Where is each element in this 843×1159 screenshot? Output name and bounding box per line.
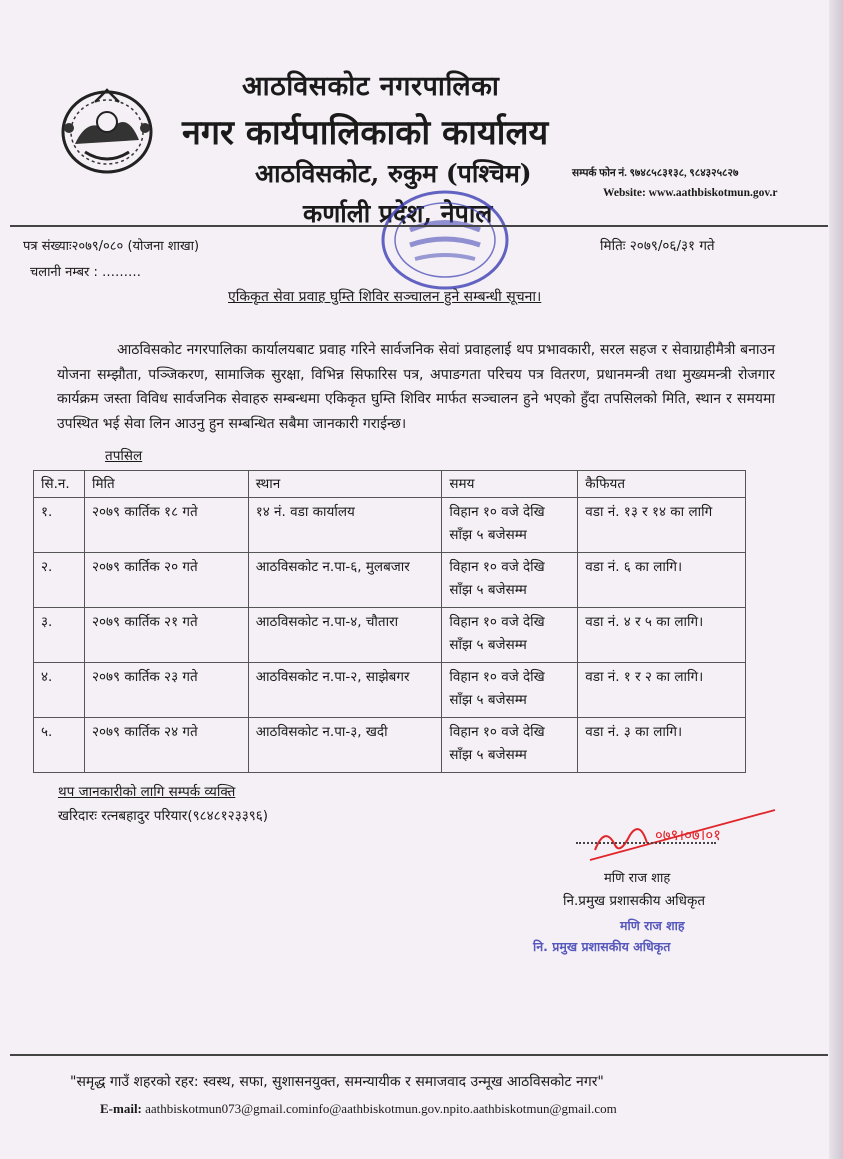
column-header: कैफियत [578,471,746,498]
time-start: विहान १० वजे देखि [449,559,545,575]
place-cell: आठविसकोट न.पा-३, खदी [248,718,442,773]
time-start: विहान १० वजे देखि [449,724,545,740]
serial-cell: ३. [34,608,85,663]
remark-cell: वडा नं. १३ र १४ का लागि [578,498,746,553]
contact-person: खरिदारः रत्नबहादुर परियार(९८४८१२३३९६) [58,808,269,824]
time-start: विहान १० वजे देखि [449,669,545,685]
place-cell: १४ नं. वडा कार्यालय [248,498,442,553]
column-header: मिति [84,471,248,498]
municipality-name: आठविसकोट नगरपालिका [242,71,500,102]
table-row [34,718,746,773]
schedule-table [33,470,746,773]
email-label: E-mail: [100,1101,142,1116]
table-header-row [34,471,746,498]
footer-email [100,1101,617,1117]
serial-cell: १. [34,498,85,553]
place-cell: आठविसकोट न.पा-४, चौतारा [248,608,442,663]
time-start: विहान १० वजे देखि [449,504,545,520]
website: Website: www.aathbiskotmun.gov.r [603,187,778,199]
office-name: नगर कार्यपालिकाको कार्यालय [182,113,549,153]
time-end: साँझ ५ बजेसम्म [449,747,527,763]
time-end: साँझ ५ बजेसम्म [449,692,527,708]
time-cell [442,663,578,718]
date-cell: २०७९ कार्तिक २० गते [84,553,248,608]
time-cell [442,553,578,608]
column-header: स्थान [248,471,442,498]
time-end: साँझ ५ बजेसम्म [449,582,527,598]
dispatch-number: चलानी नम्बर : ……… [30,265,141,280]
signatory-title: नि.प्रमुख प्रशासकीय अधिकृत [563,893,706,909]
office-location: आठविसकोट, रुकुम (पश्चिम) [255,159,532,188]
email-value: aathbiskotmun073@gmail.cominfo@aathbiskotmun.gov.npito.aathbiskotmun@gmail.com [145,1101,617,1116]
remark-cell: वडा नं. १ र २ का लागि। [578,663,746,718]
stamp-name: मणि राज शाह [620,918,685,933]
time-end: साँझ ५ बजेसम्म [449,637,527,653]
time-cell [442,718,578,773]
table-row [34,498,746,553]
time-cell [442,498,578,553]
serial-cell: ५. [34,718,85,773]
signatory-name: मणि राज शाह [604,871,671,886]
time-start: विहान १० वजे देखि [449,614,545,630]
handwritten-signature-icon [585,805,785,865]
serial-cell: ४. [34,663,85,718]
column-header: सि.न. [34,471,85,498]
office-stamp-icon [375,185,515,295]
time-end: साँझ ५ बजेसम्म [449,527,527,543]
letter-body: आठविसकोट नगरपालिका कार्यालयबाट प्रवाह गरिने सार्वजनिक सेवां प्रवाहलाई थप प्रभावकारी, सरल सहज र सेवाग्राहीमैत्री बनाउन योजना सम्झौता, पञ्जिकरण, सामाजिक सुरक्षा, विभिन्न सिफारिस पत्र, अपाङगता परिचय पत्र वितरण, प्रधानमन्त्री तथा मुख्यमन्त्री रोजगार कार्यक्रम जस्ता विविध सार्वजनिक सेवाहरु सम्बन्धमा एकिकृत घुम्ति शिविर मार्फत सञ्चालन हुने भएको हुँदा तपसिलको मिति, स्थान र समयमा उपस्थित भई सेवा लिन आउनु हुन सम्बन्धित सबैमा जानकारी गराईन्छ। [57,342,775,432]
letter-subject: एकिकृत सेवा प्रवाह घुम्ति शिविर सञ्चालन हुने सम्बन्धी सूचना। [228,289,542,305]
reference-number: पत्र संख्याः२०७९/०८० (योजना शाखा) [23,239,200,254]
place-cell: आठविसकोट न.पा-२, साझेबगर [248,663,442,718]
remark-cell: वडा नं. ६ का लागि। [578,553,746,608]
table-row [34,553,746,608]
remark-cell: वडा नं. ४ र ५ का लागि। [578,608,746,663]
contact-heading: थप जानकारीको लागि सम्पर्क व्यक्ति [58,784,236,800]
date-cell: २०७९ कार्तिक २४ गते [84,718,248,773]
table-row [34,663,746,718]
header-divider [10,225,828,227]
schedule-heading: तपसिल [105,448,143,464]
signature-line [576,842,716,844]
handwritten-date: ०७९।०७।०१ [655,826,721,844]
page-edge-shadow [829,0,843,1159]
date-cell: २०७९ कार्तिक १८ गते [84,498,248,553]
table-row [34,608,746,663]
nepal-emblem-icon [55,82,159,178]
column-header: समय [442,471,578,498]
letter-date: मितिः २०७९/०६/३१ गते [600,238,715,254]
time-cell [442,608,578,663]
date-cell: २०७९ कार्तिक २१ गते [84,608,248,663]
remark-cell: वडा नं. ३ का लागि। [578,718,746,773]
footer-divider [10,1054,828,1056]
footer-motto: "समृद्ध गाउँ शहरको रहर: स्वस्थ, सफा, सुशासनयुक्त, समन्यायीक र समाजवाद उन्मूख आठविसकोट नगर" [70,1074,604,1090]
serial-cell: २. [34,553,85,608]
stamp-title: नि. प्रमुख प्रशासकीय अधिकृत [533,939,671,954]
place-cell: आठविसकोट न.पा-६, मुलबजार [248,553,442,608]
contact-phone: सम्पर्क फोन नं. ९७४८५८३१३८, ९८४३२५८२७ [572,168,739,179]
province-name: कर्णाली प्रदेश, नेपाल [303,199,493,228]
date-cell: २०७९ कार्तिक २३ गते [84,663,248,718]
